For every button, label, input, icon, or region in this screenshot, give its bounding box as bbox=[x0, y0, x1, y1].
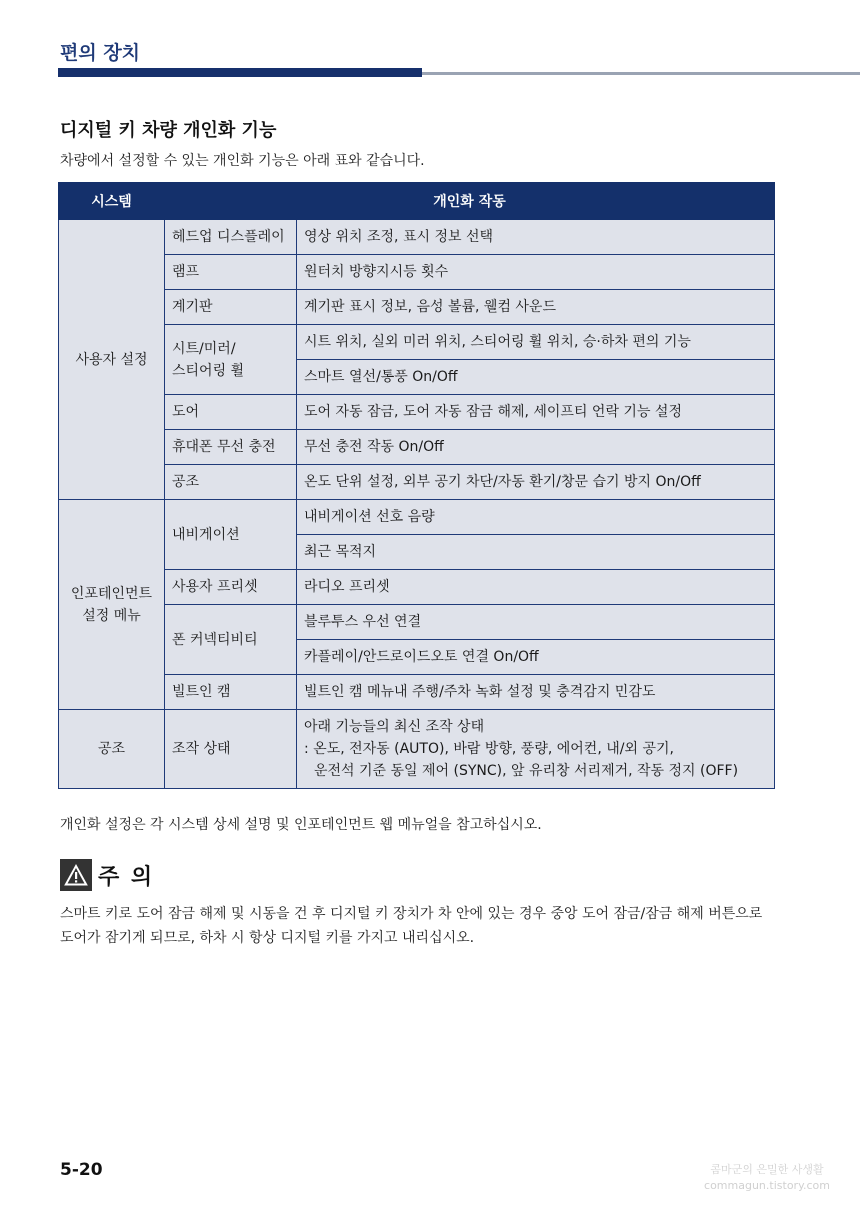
detail-aircon: 온도 단위 설정, 외부 공기 차단/자동 환기/창문 습기 방지 On/Off bbox=[297, 465, 775, 500]
detail-navigation-1: 내비게이션 선호 음량 bbox=[297, 500, 775, 535]
caution-header bbox=[60, 858, 154, 892]
item-seat-mirror-steering bbox=[165, 325, 297, 395]
detail-door: 도어 자동 잠금, 도어 자동 잠금 해제, 세이프티 언락 기능 설정 bbox=[297, 395, 775, 430]
table-row bbox=[59, 220, 775, 255]
caution-body: 스마트 키로 도어 잠금 해제 및 시동을 건 후 디지털 키 장치가 차 안에 있는 경우 중앙 도어 잠금/잠금 해제 버튼으로 도어가 잠기게 되므로, 하차 시 항상 디지털 키를 가지고 내리십시오. bbox=[60, 906, 763, 946]
detail-phone-2: 카플레이/안드로이드오토 연결 On/Off bbox=[297, 640, 775, 675]
detail-seat-1: 시트 위치, 실외 미러 위치, 스티어링 휠 위치, 승·하차 편의 기능 bbox=[297, 325, 775, 360]
detail-cluster: 계기판 표시 정보, 음성 볼륨, 웰컴 사운드 bbox=[297, 290, 775, 325]
item-cluster: 계기판 bbox=[165, 290, 297, 325]
group-infotainment-line1: 인포테인먼트 bbox=[70, 585, 153, 602]
table-row bbox=[59, 290, 775, 325]
item-lamp: 램프 bbox=[165, 255, 297, 290]
header-rule-light bbox=[422, 72, 860, 75]
watermark-line2: commagun.tistory.com bbox=[704, 1179, 830, 1192]
item-navigation: 내비게이션 bbox=[165, 500, 297, 570]
group-climate: 공조 bbox=[59, 710, 165, 789]
detail-lamp: 원터치 방향지시등 횟수 bbox=[297, 255, 775, 290]
table-row bbox=[59, 605, 775, 640]
table-row bbox=[59, 430, 775, 465]
column-header-action: 개인화 작동 bbox=[165, 183, 775, 220]
table-header-row bbox=[59, 183, 775, 220]
chapter-title: 편의 장치 bbox=[60, 42, 141, 64]
detail-navigation-2: 최근 목적지 bbox=[297, 535, 775, 570]
item-builtin-cam: 빌트인 캠 bbox=[165, 675, 297, 710]
page-number: 5-20 bbox=[60, 1160, 103, 1180]
detail-user-preset: 라디오 프리셋 bbox=[297, 570, 775, 605]
group-infotainment bbox=[59, 500, 165, 710]
detail-operation-state bbox=[297, 710, 775, 789]
header-rule-dark bbox=[58, 68, 422, 77]
table-row bbox=[59, 500, 775, 535]
group-infotainment-line2: 설정 메뉴 bbox=[82, 607, 141, 624]
table-footnote: 개인화 설정은 각 시스템 상세 설명 및 인포테인먼트 웹 메뉴얼을 참고하십시오. bbox=[60, 817, 542, 833]
section-intro: 차량에서 설정할 수 있는 개인화 기능은 아래 표와 같습니다. bbox=[60, 153, 425, 169]
table-row bbox=[59, 570, 775, 605]
detail-phone-1: 블루투스 우선 연결 bbox=[297, 605, 775, 640]
detail-builtin-cam: 빌트인 캠 메뉴내 주행/주차 녹화 설정 및 충격감지 민감도 bbox=[297, 675, 775, 710]
warning-triangle-icon bbox=[60, 859, 92, 891]
watermark-line1: 콤마군의 은밀한 사생활 bbox=[710, 1163, 824, 1176]
detail-operation-line3: 운전석 기준 동일 제어 (SYNC), 앞 유리창 서리제거, 작동 정지 (OFF) bbox=[314, 763, 739, 779]
item-phone-connectivity: 폰 커넥티비티 bbox=[165, 605, 297, 675]
column-header-system: 시스템 bbox=[59, 183, 165, 220]
item-aircon: 공조 bbox=[165, 465, 297, 500]
item-seat-line2: 스티어링 휠 bbox=[172, 362, 245, 379]
item-wireless-charging: 휴대폰 무선 충전 bbox=[165, 430, 297, 465]
table-row bbox=[59, 325, 775, 360]
table-row bbox=[59, 675, 775, 710]
item-hud: 헤드업 디스플레이 bbox=[165, 220, 297, 255]
item-door: 도어 bbox=[165, 395, 297, 430]
detail-operation-line2: : 온도, 전자동 (AUTO), 바람 방향, 풍량, 에어컨, 내/외 공기, bbox=[304, 741, 674, 757]
caution-title: 주 의 bbox=[98, 864, 155, 890]
item-operation-state: 조작 상태 bbox=[165, 710, 297, 789]
personalization-table bbox=[58, 182, 775, 789]
item-user-preset: 사용자 프리셋 bbox=[165, 570, 297, 605]
table-row bbox=[59, 255, 775, 290]
table-row bbox=[59, 465, 775, 500]
detail-operation-line1: 아래 기능들의 최신 조작 상태 bbox=[304, 719, 485, 735]
group-user-settings: 사용자 설정 bbox=[59, 220, 165, 500]
table-row bbox=[59, 395, 775, 430]
watermark bbox=[704, 1162, 830, 1194]
section-title: 디지털 키 차량 개인화 기능 bbox=[60, 120, 277, 141]
detail-hud: 영상 위치 조정, 표시 정보 선택 bbox=[297, 220, 775, 255]
table-row bbox=[59, 710, 775, 789]
item-seat-line1: 시트/미러/ bbox=[172, 340, 236, 357]
detail-seat-2: 스마트 열선/통풍 On/Off bbox=[297, 360, 775, 395]
detail-wireless-charging: 무선 충전 작동 On/Off bbox=[297, 430, 775, 465]
